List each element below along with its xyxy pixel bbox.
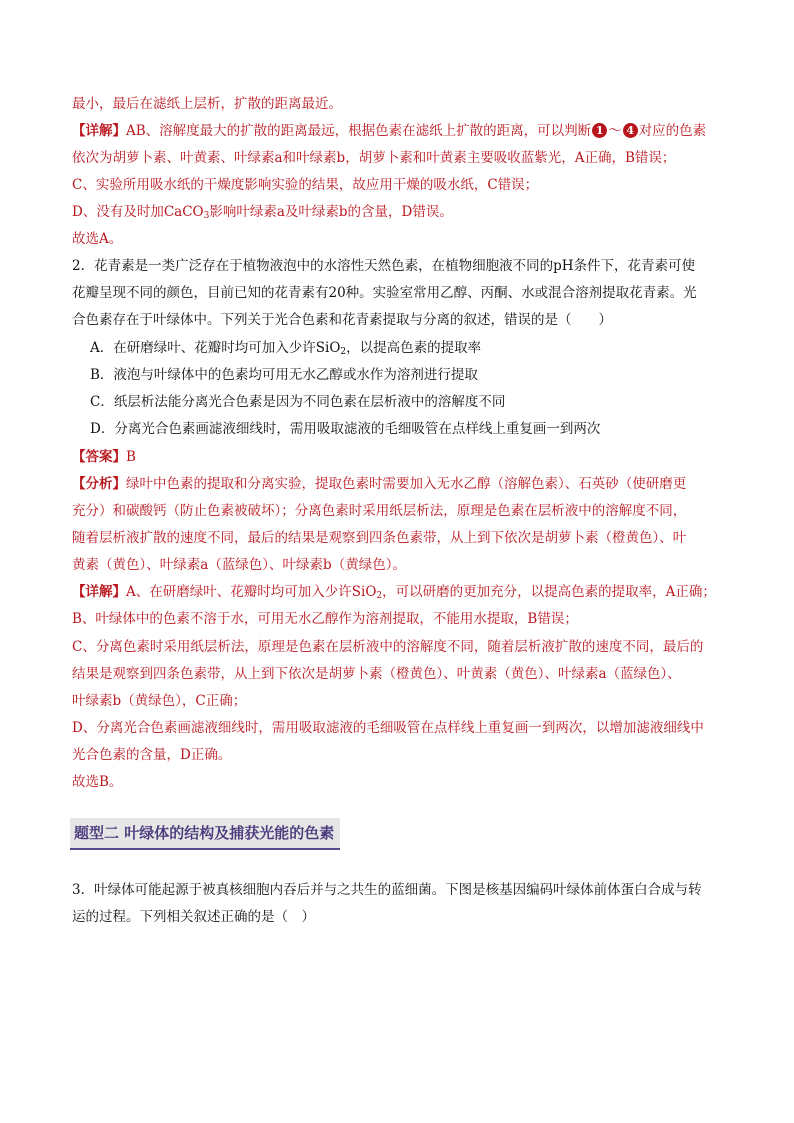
analysis-line: 充分）和碳酸钙（防止色素被破坏）；分离色素时采用纸层析法，原理是色素在层析液中的溶解度不同， bbox=[72, 503, 687, 519]
detail-line: 故选B。 bbox=[72, 774, 123, 790]
explanation-line: 故选A。 bbox=[72, 231, 123, 247]
option-c: C．纸层析法能分离光合色素是因为不同色素在层析液中的溶解度不同 bbox=[90, 394, 506, 410]
circled-number-1: 1 bbox=[592, 123, 607, 138]
answer-tag: 【答案】 bbox=[72, 449, 126, 465]
explanation-line bbox=[72, 121, 734, 141]
detail-tag: 【详解】 bbox=[72, 123, 126, 139]
explanation-line bbox=[72, 202, 734, 222]
detail-text: AB、溶解度最大的扩散的距离最远，根据色素在滤纸上扩散的距离，可以判断 bbox=[126, 123, 592, 139]
explanation-line: 依次为胡萝卜素、叶黄素、叶绿素a和叶绿素b，胡萝卜素和叶黄素主要吸收蓝紫光，A正确，B错误； bbox=[72, 150, 676, 166]
detail-line: D、分离光合色素画滤液细线时，需用吸取滤液的毛细吸管在点样线上重复画一到两次，以增加滤液细线中 bbox=[72, 720, 704, 736]
section-heading: 题型二 叶绿体的结构及捕获光能的色素 bbox=[70, 818, 340, 850]
question-stem: 运的过程。下列相关叙述正确的是（ ） bbox=[72, 909, 315, 925]
detail-line: 叶绿素b（黄绿色），C正确； bbox=[72, 693, 247, 709]
analysis-tag: 【分析】 bbox=[72, 476, 126, 492]
detail-tag: 【详解】 bbox=[72, 584, 126, 600]
answer-line bbox=[72, 447, 734, 467]
explanation-line: C、实验所用吸水纸的干燥度影响实验的结果，故应用干燥的吸水纸，C错误； bbox=[72, 177, 539, 193]
analysis-text: 绿叶中色素的提取和分离实验，提取色素时需要加入无水乙醇（溶解色素）、石英砂（使研磨更 bbox=[126, 476, 687, 492]
range-tilde: ～ bbox=[608, 123, 622, 139]
subscript: 3 bbox=[203, 211, 210, 221]
detail-line bbox=[72, 582, 734, 602]
detail-text: ，可以研磨的更加充分，以提高色素的提取率，A正确； bbox=[382, 584, 716, 600]
detail-text: A、在研磨绿叶、花瓣时均可加入少许SiO bbox=[126, 584, 377, 600]
question-stem: 3．叶绿体可能起源于被真核细胞内吞后并与之共生的蓝细菌。下图是核基因编码叶绿体前体蛋白合成与转 bbox=[72, 882, 702, 898]
option-text: A．在研磨绿叶、花瓣时均可加入少许SiO bbox=[90, 340, 341, 356]
question-stem: 合色素存在于叶绿体中。下列关于光合色素和花青素提取与分离的叙述，错误的是（ ） bbox=[72, 312, 612, 328]
subscript: 2 bbox=[376, 591, 383, 601]
explanation-line: 最小，最后在滤纸上层析，扩散的距离最近。 bbox=[72, 96, 342, 112]
circled-number-4: 4 bbox=[623, 123, 638, 138]
question-stem: 花瓣呈现不同的颜色，目前已知的花青素有20种。实验室常用乙醇、丙酮、水或混合溶剂提取花青素。光 bbox=[72, 285, 697, 301]
detail-line: 光合色素的含量，D正确。 bbox=[72, 747, 232, 763]
option-text: ，以提高色素的提取率 bbox=[346, 340, 482, 356]
option-b: B．液泡与叶绿体中的色素均可用无水乙醇或水作为溶剂进行提取 bbox=[90, 367, 478, 383]
detail-text: 影响叶绿素a及叶绿素b的含量，D错误。 bbox=[209, 204, 453, 220]
subscript: 2 bbox=[340, 347, 347, 357]
question-stem: 2．花青素是一类广泛存在于植物液泡中的水溶性天然色素，在植物细胞液不同的pH条件下，花青素可使 bbox=[72, 258, 696, 274]
detail-line: C、分离色素时采用纸层析法，原理是色素在层析液中的溶解度不同，随着层析液扩散的速度不同，最后的 bbox=[72, 639, 704, 655]
option-a bbox=[90, 338, 734, 358]
detail-line: 结果是观察到四条色素带，从上到下依次是胡萝卜素（橙黄色）、叶黄素（黄色）、叶绿素a（蓝绿色）、 bbox=[72, 666, 681, 682]
analysis-line bbox=[72, 474, 734, 494]
detail-text: D、没有及时加CaCO bbox=[72, 204, 204, 220]
detail-text: 对应的色素 bbox=[638, 123, 707, 139]
detail-line: B、叶绿体中的色素不溶于水，可用无水乙醇作为溶剂提取，不能用水提取，B错误； bbox=[72, 611, 578, 627]
answer-value: B bbox=[126, 449, 136, 465]
analysis-line: 随着层析液扩散的速度不同，最后的结果是观察到四条色素带，从上到下依次是胡萝卜素（橙黄色）、叶 bbox=[72, 530, 687, 546]
option-d: D．分离光合色素画滤液细线时，需用吸取滤液的毛细吸管在点样线上重复画一到两次 bbox=[90, 421, 601, 437]
analysis-line: 黄素（黄色）、叶绿素a（蓝绿色）、叶绿素b（黄绿色）。 bbox=[72, 557, 406, 573]
